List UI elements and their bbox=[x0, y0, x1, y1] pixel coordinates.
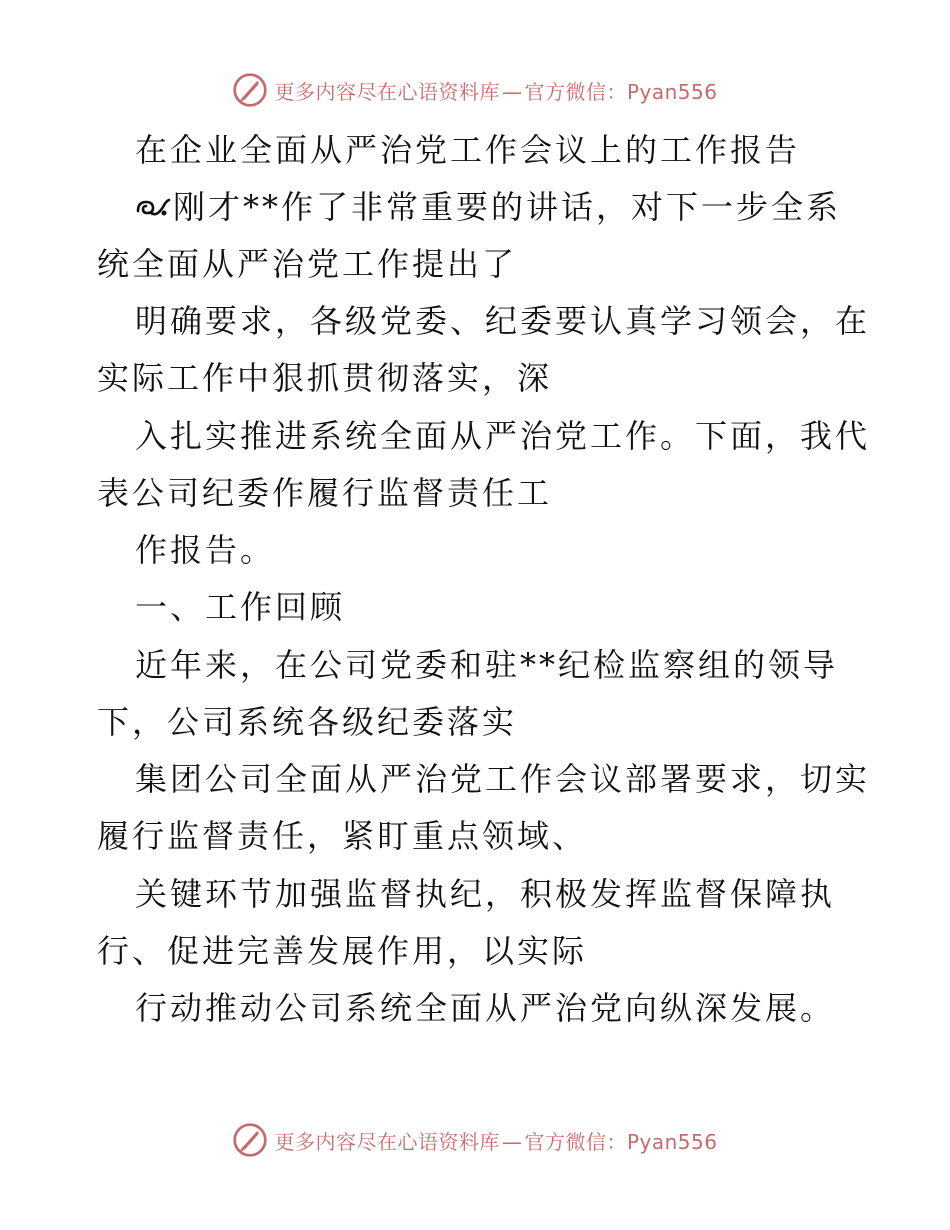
paragraph-line: 关键环节加强监督执纪，积极发挥监督保障执 bbox=[135, 875, 836, 913]
paragraph-line: 作报告。 bbox=[135, 531, 276, 569]
section-heading: 一、工作回顾 bbox=[135, 588, 346, 626]
watermark-separator: — bbox=[501, 79, 523, 104]
paragraph-line bbox=[135, 187, 841, 227]
paragraph-line: 集团公司全面从严治党工作会议部署要求，切实 bbox=[135, 760, 871, 798]
paragraph-line: 近年来，在公司党委和驻**纪检监察组的领导 bbox=[135, 646, 839, 684]
paragraph-line-text: 刚才**作了非常重要的讲话，对下一步全系 bbox=[173, 188, 842, 226]
paragraph-line: 履行监督责任，紧盯重点领域、 bbox=[97, 817, 588, 855]
header-watermark bbox=[0, 70, 950, 110]
paragraph-line: 统全面从严治党工作提出了 bbox=[97, 245, 518, 283]
paragraph-line: 行、促进完善发展作用，以实际 bbox=[97, 932, 588, 970]
footer-watermark bbox=[0, 1120, 950, 1160]
quill-logo-icon bbox=[232, 1122, 268, 1158]
paragraph-line: 实际工作中狠抓贯彻落实，深 bbox=[97, 359, 553, 397]
fleuron-icon bbox=[135, 193, 171, 221]
paragraph-line: 下，公司系统各级纪委落实 bbox=[97, 703, 518, 741]
paragraph-line: 入扎实推进系统全面从严治党工作。下面，我代 bbox=[135, 417, 871, 455]
paragraph-line: 表公司纪委作履行监督责任工 bbox=[97, 474, 553, 512]
watermark-contact: 官方微信：Pyan556 bbox=[524, 79, 718, 104]
watermark-text: 更多内容尽在心语资料库 bbox=[274, 1129, 500, 1154]
watermark-text: 更多内容尽在心语资料库 bbox=[274, 79, 500, 104]
watermark-separator: — bbox=[501, 1129, 523, 1154]
quill-logo-icon bbox=[232, 72, 268, 108]
paragraph-line: 行动推动公司系统全面从严治党向纵深发展。 bbox=[135, 989, 836, 1027]
paragraph-line: 明确要求，各级党委、纪委要认真学习领会，在 bbox=[135, 302, 871, 340]
watermark-contact: 官方微信：Pyan556 bbox=[524, 1129, 718, 1154]
document-title: 在企业全面从严治党工作会议上的工作报告 bbox=[135, 131, 801, 169]
